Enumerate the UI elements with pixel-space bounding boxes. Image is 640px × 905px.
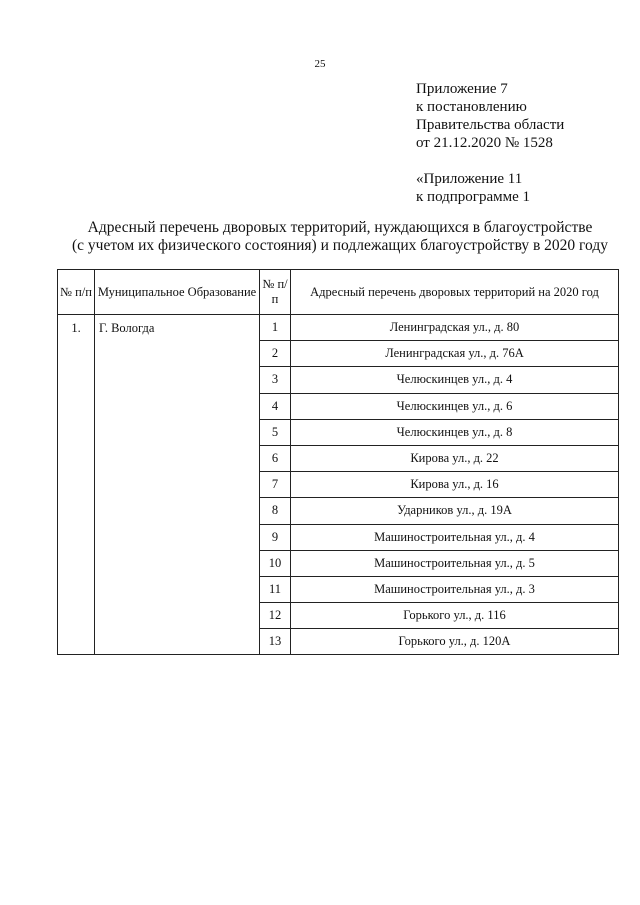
table-row xyxy=(58,315,619,341)
row-address: Горького ул., д. 120А xyxy=(291,629,619,655)
group-index: 1. xyxy=(58,315,95,655)
appendix-line: от 21.12.2020 № 1528 xyxy=(416,135,553,151)
title-line: Адресный перечень дворовых территорий, нуждающихся в благоустройстве xyxy=(87,219,593,236)
page-number: 25 xyxy=(314,58,326,70)
row-number: 6 xyxy=(260,445,291,471)
row-number: 5 xyxy=(260,419,291,445)
row-number: 11 xyxy=(260,576,291,602)
row-number: 8 xyxy=(260,498,291,524)
header-num: № п/п xyxy=(58,270,95,315)
row-address: Машиностроительная ул., д. 5 xyxy=(291,550,619,576)
document-title xyxy=(40,219,640,255)
group-municipality: Г. Вологда xyxy=(95,315,260,655)
row-number: 7 xyxy=(260,472,291,498)
table-header-row xyxy=(58,270,619,315)
title-line: (с учетом их физического состояния) и подлежащих благоустройству в 2020 году xyxy=(72,237,608,254)
appendix-line: к постановлению xyxy=(416,99,527,115)
header-municipality: Муниципальное Образование xyxy=(95,270,260,315)
row-number: 1 xyxy=(260,315,291,341)
row-number: 10 xyxy=(260,550,291,576)
header-address-list: Адресный перечень дворовых территорий на 2020 год xyxy=(291,270,619,315)
row-number: 12 xyxy=(260,603,291,629)
appendix-line: Приложение 7 xyxy=(416,81,508,97)
row-address: Машиностроительная ул., д. 3 xyxy=(291,576,619,602)
appendix-block xyxy=(416,80,564,206)
row-address: Горького ул., д. 116 xyxy=(291,603,619,629)
row-address: Машиностроительная ул., д. 4 xyxy=(291,524,619,550)
row-address: Ленинградская ул., д. 76А xyxy=(291,341,619,367)
appendix-line: Правительства области xyxy=(416,117,565,133)
row-address: Челюскинцев ул., д. 8 xyxy=(291,419,619,445)
row-number: 13 xyxy=(260,629,291,655)
row-address: Челюскинцев ул., д. 6 xyxy=(291,393,619,419)
header-num-sub: № п/п xyxy=(260,270,291,315)
appendix-subline: к подпрограмме 1 xyxy=(416,189,530,205)
appendix-subline: «Приложение 11 xyxy=(416,171,523,187)
row-address: Челюскинцев ул., д. 4 xyxy=(291,367,619,393)
row-number: 9 xyxy=(260,524,291,550)
row-address: Ударников ул., д. 19А xyxy=(291,498,619,524)
row-number: 3 xyxy=(260,367,291,393)
row-address: Кирова ул., д. 22 xyxy=(291,445,619,471)
row-address: Кирова ул., д. 16 xyxy=(291,472,619,498)
table-body xyxy=(58,315,619,655)
address-table xyxy=(57,269,619,655)
row-number: 4 xyxy=(260,393,291,419)
row-number: 2 xyxy=(260,341,291,367)
row-address: Ленинградская ул., д. 80 xyxy=(291,315,619,341)
